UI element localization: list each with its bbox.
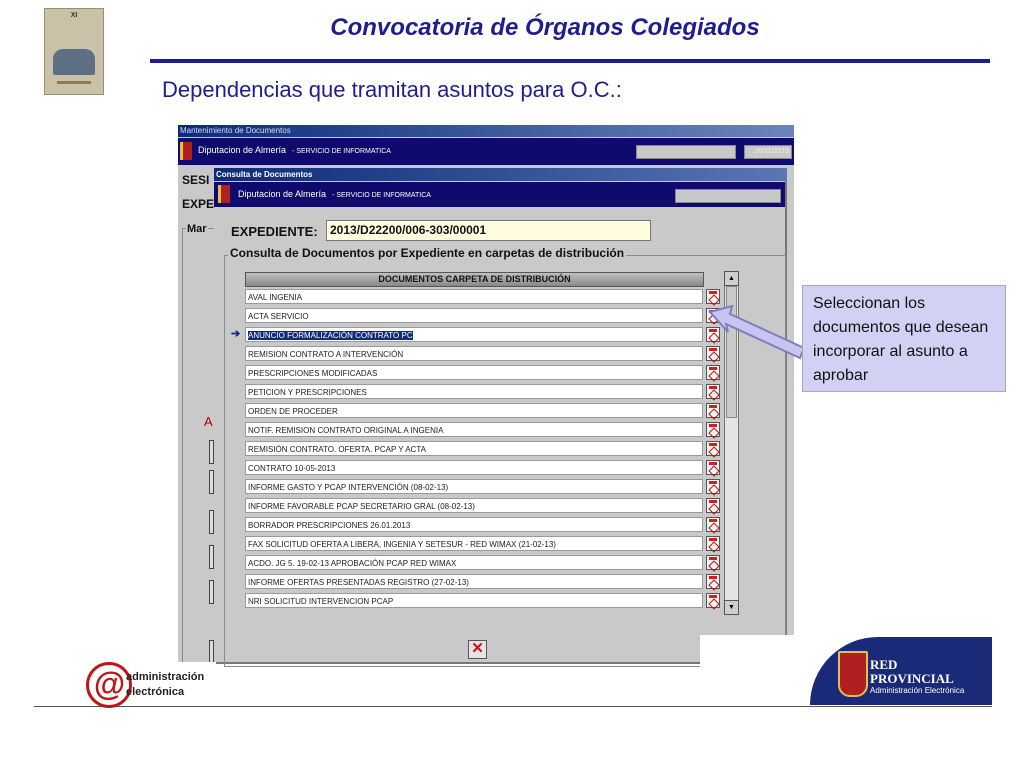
pdf-document-icon[interactable] bbox=[706, 422, 720, 437]
document-name: NOTIF. REMISION CONTRATO ORIGINAL A INGENIA bbox=[248, 426, 444, 435]
dialog-header-org bbox=[238, 189, 431, 199]
document-row[interactable] bbox=[245, 536, 703, 551]
red-provincial-line3: Administración Electrónica bbox=[870, 686, 965, 695]
document-row[interactable] bbox=[245, 308, 703, 323]
thumbnail-label: XI bbox=[70, 12, 78, 19]
document-row[interactable] bbox=[245, 593, 703, 608]
document-row[interactable] bbox=[245, 574, 703, 589]
thumbnail-image bbox=[53, 49, 95, 75]
current-row-arrow-icon: ➔ bbox=[231, 328, 241, 340]
document-row[interactable] bbox=[245, 479, 703, 494]
document-name: AVAL INGENIA bbox=[248, 293, 303, 302]
document-name: INFORME GASTO Y PCAP INTERVENCIÓN (08-02-13) bbox=[248, 483, 449, 492]
document-name: ACDO. JG 5. 19-02-13 APROBACIÓN PCAP RED WIMAX bbox=[248, 559, 457, 568]
document-name: BORRADOR PRESCRIPCIONES 26.01.2013 bbox=[248, 521, 411, 530]
dialog-header-field[interactable] bbox=[675, 189, 781, 203]
document-row[interactable] bbox=[245, 289, 703, 304]
thumbnail-bar bbox=[57, 81, 91, 84]
document-name: REMISION CONTRATO A INTERVENCIÓN bbox=[248, 350, 404, 359]
pdf-document-icon[interactable] bbox=[706, 593, 720, 608]
pdf-document-icon[interactable] bbox=[706, 555, 720, 570]
main-group-label: Mar bbox=[187, 223, 207, 235]
dialog-titlebar[interactable]: Consulta de Documentos bbox=[214, 168, 787, 181]
document-name: FAX SOLICITUD OFERTA A LIBERA, INGENIA Y SETESUR - RED WIMAX (21-02-13) bbox=[248, 540, 556, 549]
footer-divider bbox=[34, 706, 992, 707]
document-name: INFORME OFERTAS PRESENTADAS REGISTRO (27-02-13) bbox=[248, 578, 469, 587]
diputacion-logo-icon bbox=[180, 142, 192, 160]
document-row[interactable] bbox=[245, 346, 703, 361]
pdf-document-icon[interactable] bbox=[706, 460, 720, 475]
pdf-document-icon[interactable] bbox=[706, 498, 720, 513]
document-name: ACTA SERVICIO bbox=[248, 312, 309, 321]
main-org-name: Diputacion de Almería bbox=[198, 145, 287, 155]
administracion-electronica-logo-icon: @ bbox=[86, 662, 132, 708]
document-name: CONTRATO 10-05-2013 bbox=[248, 464, 336, 473]
document-row[interactable] bbox=[245, 403, 703, 418]
main-window-header bbox=[178, 138, 794, 165]
close-dialog-button[interactable]: ✕ bbox=[468, 640, 487, 659]
callout-arrow-icon bbox=[700, 300, 810, 390]
main-header-org bbox=[198, 145, 391, 155]
expediente-field[interactable]: 2013/D22200/006-303/00001 bbox=[326, 220, 651, 241]
document-row[interactable] bbox=[245, 441, 703, 456]
pdf-document-icon[interactable] bbox=[706, 441, 720, 456]
document-row[interactable] bbox=[245, 498, 703, 513]
document-name: REMISIÓN CONTRATO. OFERTA. PCAP Y ACTA bbox=[248, 445, 426, 454]
document-row[interactable] bbox=[245, 517, 703, 532]
pdf-document-icon[interactable] bbox=[706, 479, 720, 494]
document-name: INFORME FAVORABLE PCAP SECRETARIO GRAL (08-02-13) bbox=[248, 502, 475, 511]
scroll-down-button[interactable]: ▼ bbox=[724, 600, 739, 615]
red-provincial-crest-icon bbox=[838, 651, 868, 697]
documents-group-title: Consulta de Documentos por Expediente en carpetas de distribución bbox=[230, 246, 625, 260]
callout-box: Seleccionan los documentos que desean incorporar al asunto a aprobar bbox=[802, 285, 1006, 392]
admin-electronica-line1: administración bbox=[126, 671, 205, 683]
red-provincial-line1: RED bbox=[870, 657, 898, 672]
document-row[interactable] bbox=[245, 555, 703, 570]
dialog-header bbox=[214, 182, 785, 207]
main-header-field[interactable] bbox=[636, 145, 736, 159]
expediente-label: EXPEDIENTE: bbox=[231, 224, 318, 239]
main-window-titlebar[interactable]: Mantenimiento de Documentos bbox=[178, 125, 794, 137]
scroll-up-button[interactable]: ▲ bbox=[724, 271, 739, 286]
document-row[interactable] bbox=[245, 384, 703, 399]
documents-grid-header: DOCUMENTOS CARPETA DE DISTRIBUCIÓN bbox=[245, 272, 704, 287]
document-name: PETICION Y PRESCRIPCIONES bbox=[248, 388, 367, 397]
diputacion-logo-icon bbox=[218, 185, 230, 203]
pdf-document-icon[interactable] bbox=[706, 403, 720, 418]
document-row[interactable] bbox=[245, 422, 703, 437]
slide-title: Convocatoria de Órganos Colegiados bbox=[330, 14, 760, 41]
sesion-label: SESI bbox=[182, 173, 210, 187]
document-name: NRI SOLICITUD INTERVENCION PCAP bbox=[248, 597, 394, 606]
cover-thumbnail bbox=[44, 8, 104, 95]
slide-subtitle: Dependencias que tramitan asuntos para O.C.: bbox=[162, 77, 622, 102]
main-header-date: 26/11/2013 bbox=[744, 145, 792, 159]
pdf-document-icon[interactable] bbox=[706, 517, 720, 532]
main-red-label: A bbox=[204, 414, 213, 429]
red-provincial-line2: PROVINCIAL bbox=[870, 671, 954, 686]
document-row[interactable] bbox=[245, 365, 703, 380]
document-name: PRESCRIPCIONES MODIFICADAS bbox=[248, 369, 378, 378]
document-row[interactable] bbox=[245, 327, 703, 342]
pdf-document-icon[interactable] bbox=[706, 574, 720, 589]
pdf-document-icon[interactable] bbox=[706, 536, 720, 551]
title-divider bbox=[150, 59, 990, 63]
dialog-org-name: Diputacion de Almería bbox=[238, 189, 327, 199]
document-row[interactable] bbox=[245, 460, 703, 475]
main-service-name: - SERVICIO DE INFORMATICA bbox=[292, 148, 391, 155]
document-name: ORDEN DE PROCEDER bbox=[248, 407, 338, 416]
admin-electronica-line2: electrónica bbox=[126, 686, 185, 698]
document-name: ANUNCIO FORMALIZACIÓN CONTRATO PC bbox=[248, 331, 413, 340]
expediente-label-bg: EXPE bbox=[182, 197, 215, 211]
consulta-documentos-dialog bbox=[214, 168, 785, 662]
dialog-service-name: - SERVICIO DE INFORMATICA bbox=[332, 192, 431, 199]
